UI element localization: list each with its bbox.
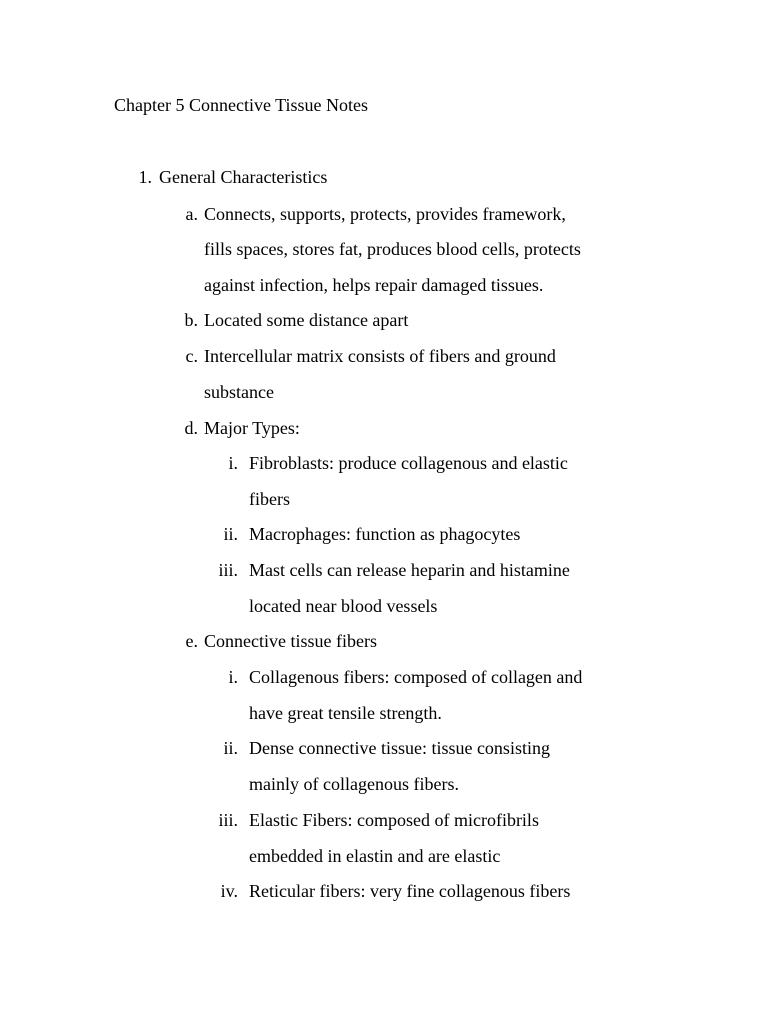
sublist-item-text: fibers: [249, 489, 290, 509]
list-item-marker: b.: [184, 310, 198, 330]
sublist-item-text: have great tensile strength.: [249, 703, 442, 723]
sublist-item-text: Reticular fibers: very fine collagenous fibers: [249, 881, 571, 901]
sublist-item-text: Collagenous fibers: composed of collagen and: [249, 667, 583, 687]
sublist-item-text: Elastic Fibers: composed of microfibrils: [249, 810, 539, 830]
sublist-item-text: Macrophages: function as phagocytes: [249, 524, 521, 544]
sublist-item-marker: i.: [228, 667, 238, 687]
section-marker: 1.: [138, 167, 152, 187]
list-item-text: against infection, helps repair damaged tissues.: [204, 275, 544, 295]
list-item-text: Connective tissue fibers: [204, 631, 377, 651]
list-item-marker: d.: [184, 418, 198, 438]
sublist-item-text: Fibroblasts: produce collagenous and elastic: [249, 453, 568, 473]
list-item-text: Intercellular matrix consists of fibers and ground: [204, 346, 556, 366]
document-title: Chapter 5 Connective Tissue Notes: [114, 95, 368, 115]
sublist-item-marker: iv.: [220, 881, 238, 901]
section-heading: General Characteristics: [159, 167, 328, 187]
list-item-marker: e.: [185, 631, 198, 651]
sublist-item-marker: ii.: [223, 524, 238, 544]
list-item-text: substance: [204, 382, 274, 402]
sublist-item-marker: i.: [228, 453, 238, 473]
sublist-item-marker: ii.: [223, 738, 238, 758]
sublist-item-marker: iii.: [218, 560, 238, 580]
list-item-text: Major Types:: [204, 418, 300, 438]
list-item-marker: c.: [185, 346, 198, 366]
sublist-item-text: embedded in elastin and are elastic: [249, 846, 501, 866]
sublist-item-text: located near blood vessels: [249, 596, 438, 616]
list-item-text: Connects, supports, protects, provides framework,: [204, 204, 566, 224]
sublist-item-text: Dense connective tissue: tissue consisting: [249, 738, 550, 758]
sublist-item-marker: iii.: [218, 810, 238, 830]
list-item-text: fills spaces, stores fat, produces blood cells, protects: [204, 239, 581, 259]
list-item-text: Located some distance apart: [204, 310, 409, 330]
sublist-item-text: Mast cells can release heparin and histamine: [249, 560, 570, 580]
list-item-marker: a.: [185, 204, 198, 224]
sublist-item-text: mainly of collagenous fibers.: [249, 774, 459, 794]
